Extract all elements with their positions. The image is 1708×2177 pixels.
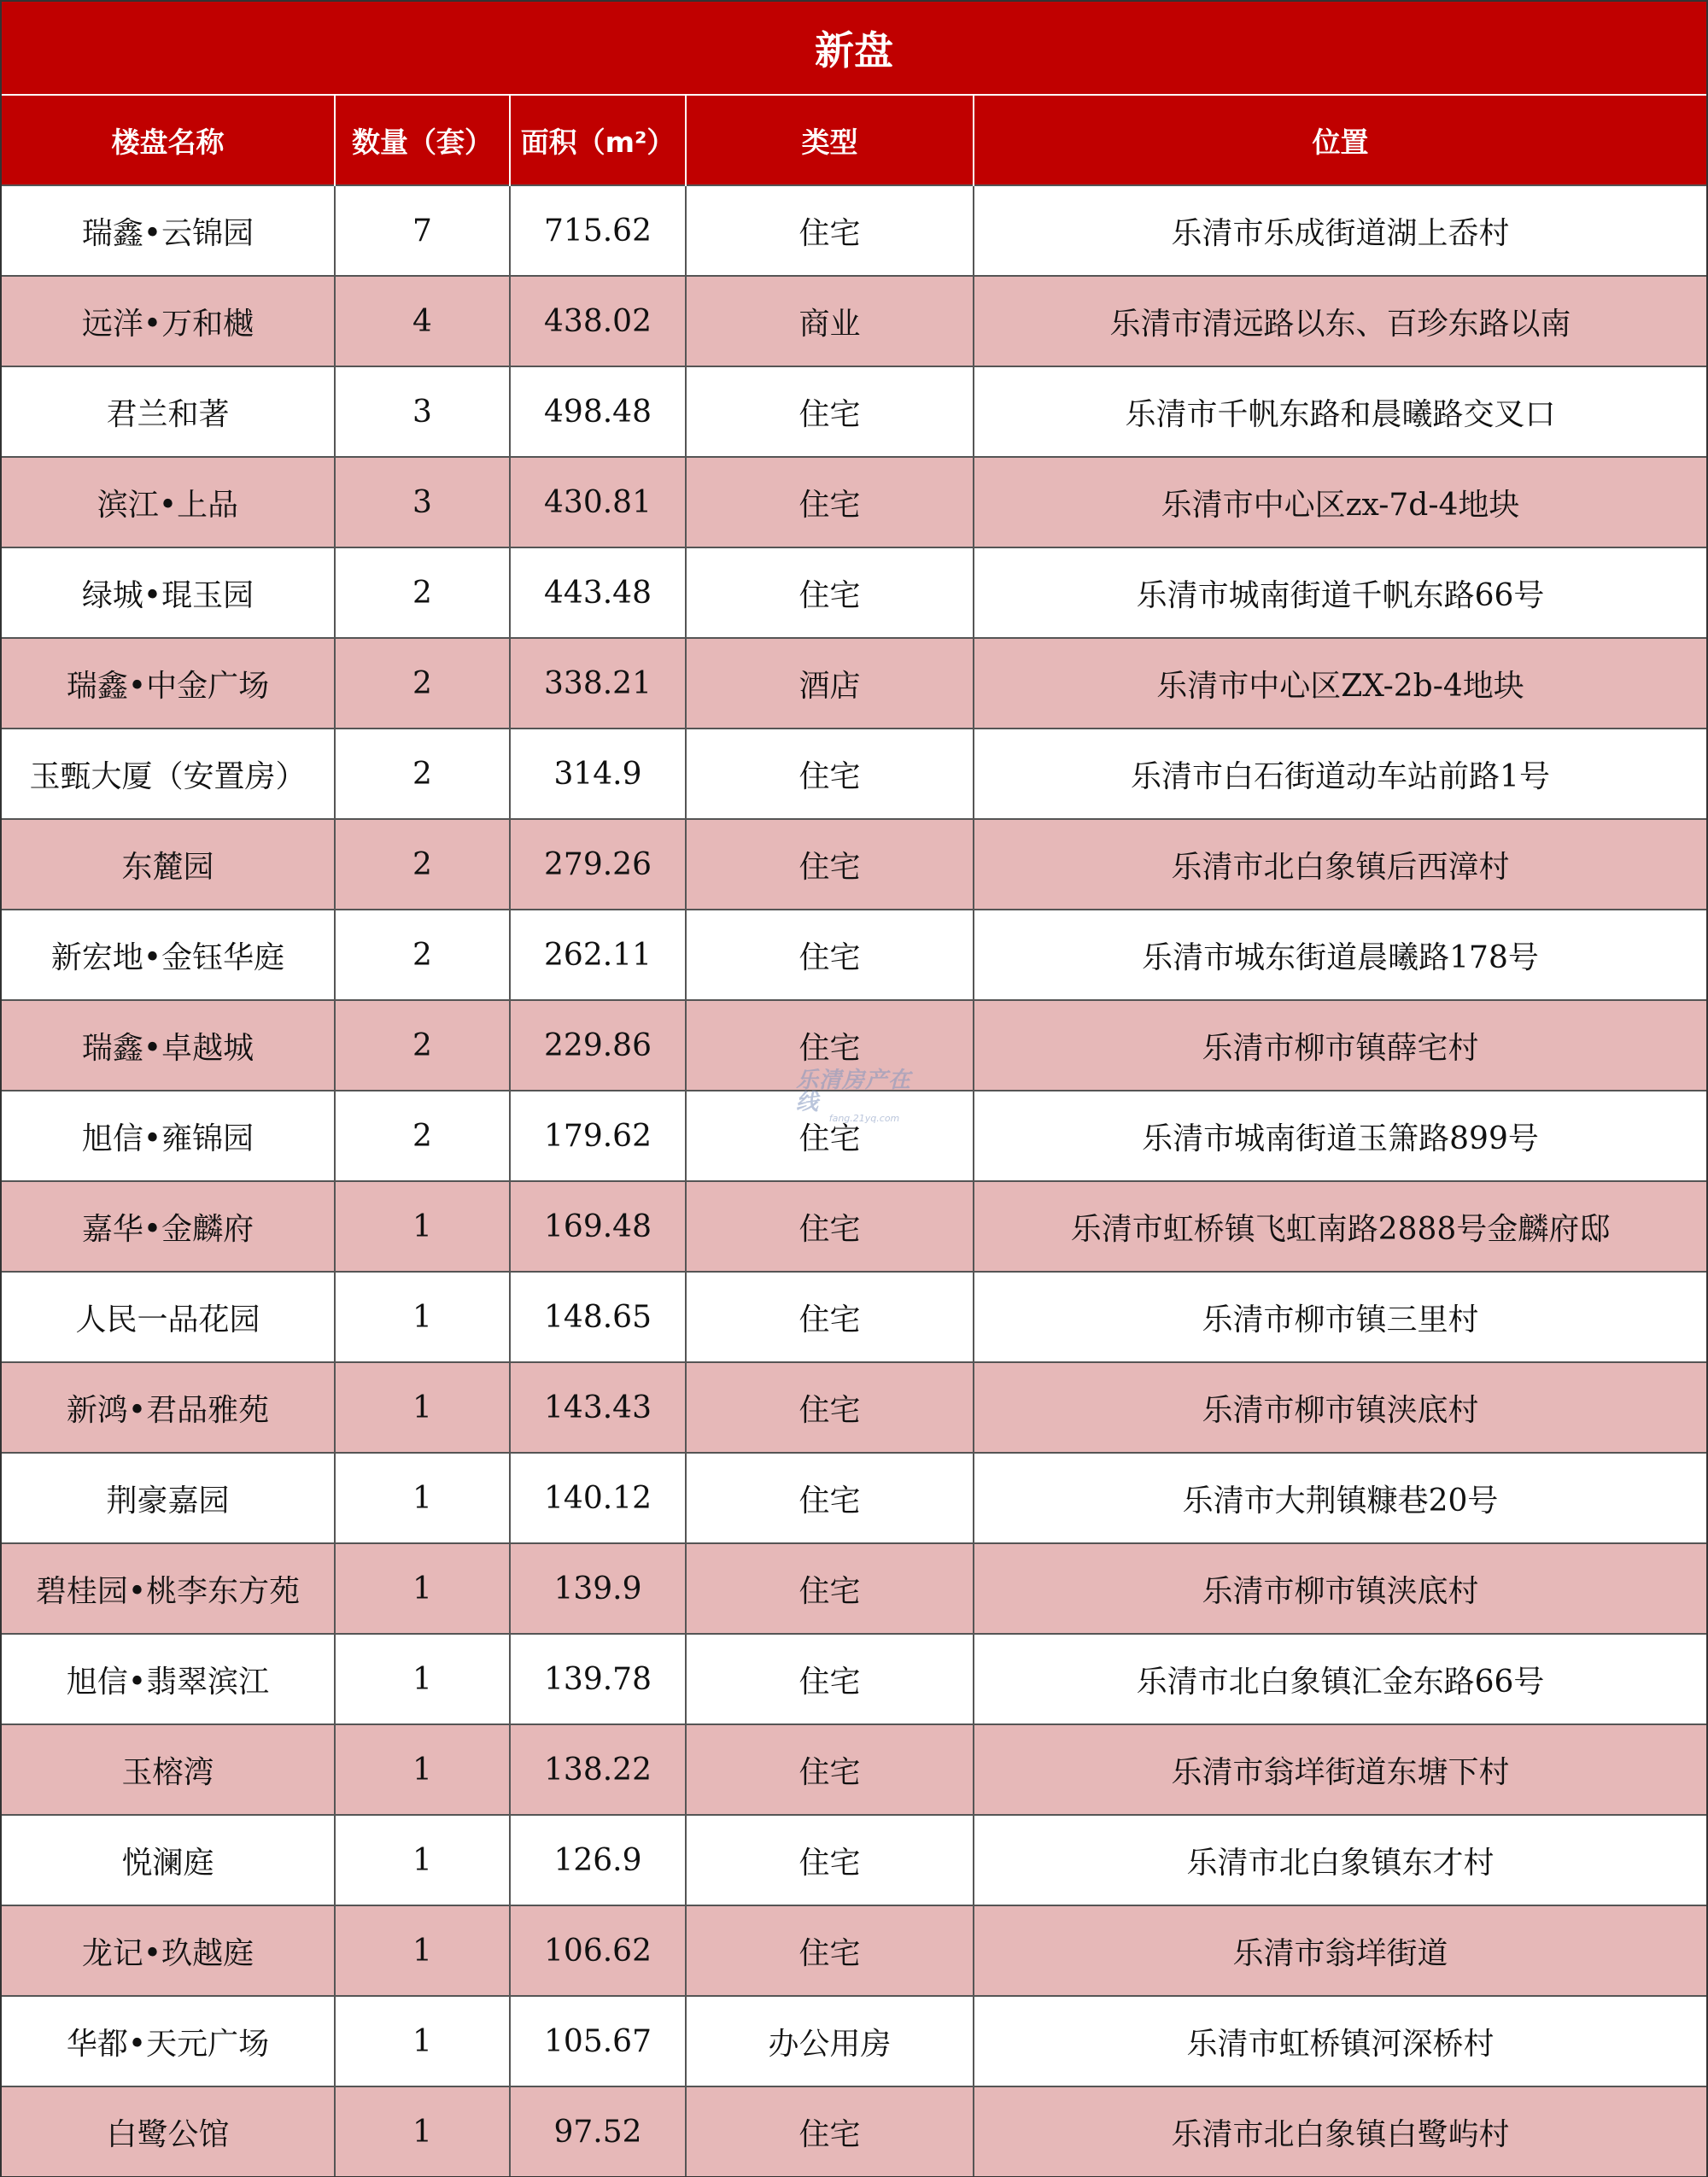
cell-name: 龙记•玖越庭 <box>2 1905 335 1996</box>
cell-name: 远洋•万和樾 <box>2 276 335 366</box>
cell-location: 乐清市城南街道千帆东路66号 <box>974 547 1706 638</box>
column-header-area: 面积（m²） <box>510 96 686 185</box>
cell-type: 商业 <box>686 276 974 366</box>
cell-count: 7 <box>335 185 510 276</box>
cell-type: 住宅 <box>686 1905 974 1996</box>
cell-area: 498.48 <box>510 366 686 457</box>
cell-name: 嘉华•金麟府 <box>2 1181 335 1272</box>
cell-count: 1 <box>335 1362 510 1453</box>
cell-area: 443.48 <box>510 547 686 638</box>
table-row <box>2 1181 1706 1272</box>
cell-name: 君兰和著 <box>2 366 335 457</box>
cell-type: 住宅 <box>686 2086 974 2176</box>
cell-area: 438.02 <box>510 276 686 366</box>
cell-name: 玉甄大厦（安置房） <box>2 729 335 819</box>
cell-type: 住宅 <box>686 1815 974 1905</box>
cell-name: 瑞鑫•中金广场 <box>2 638 335 729</box>
cell-type: 住宅 <box>686 910 974 1000</box>
cell-type: 住宅 <box>686 1362 974 1453</box>
cell-location: 乐清市中心区zx-7d-4地块 <box>974 457 1706 547</box>
cell-name: 碧桂园•桃李东方苑 <box>2 1543 335 1634</box>
table-row <box>2 1362 1706 1453</box>
table-row <box>2 2086 1706 2176</box>
table-row <box>2 1000 1706 1091</box>
cell-type: 住宅 <box>686 547 974 638</box>
header-row <box>2 96 1706 185</box>
cell-type: 住宅 <box>686 1724 974 1815</box>
watermark-sub-text: fang.21yq.com <box>828 1113 900 1124</box>
table-row <box>2 638 1706 729</box>
table-title: 新盘 <box>2 2 1706 96</box>
cell-name: 荆豪嘉园 <box>2 1453 335 1543</box>
cell-area: 229.86 <box>510 1000 686 1091</box>
table-row <box>2 457 1706 547</box>
cell-name: 绿城•琨玉园 <box>2 547 335 638</box>
table-row <box>2 1996 1706 2086</box>
table-row <box>2 1815 1706 1905</box>
cell-type: 住宅 <box>686 1000 974 1091</box>
table-row <box>2 1543 1706 1634</box>
cell-count: 2 <box>335 638 510 729</box>
cell-area: 314.9 <box>510 729 686 819</box>
cell-count: 2 <box>335 1091 510 1181</box>
cell-area: 139.9 <box>510 1543 686 1634</box>
cell-count: 1 <box>335 1996 510 2086</box>
cell-count: 1 <box>335 1815 510 1905</box>
cell-area: 106.62 <box>510 1905 686 1996</box>
cell-area: 179.62 <box>510 1091 686 1181</box>
cell-count: 3 <box>335 457 510 547</box>
cell-area: 143.43 <box>510 1362 686 1453</box>
cell-location: 乐清市清远路以东、百珍东路以南 <box>974 276 1706 366</box>
cell-location: 乐清市柳市镇浃底村 <box>974 1362 1706 1453</box>
cell-name: 滨江•上品 <box>2 457 335 547</box>
cell-count: 3 <box>335 366 510 457</box>
table-row <box>2 1724 1706 1815</box>
cell-area: 169.48 <box>510 1181 686 1272</box>
cell-count: 1 <box>335 2086 510 2176</box>
cell-count: 2 <box>335 729 510 819</box>
cell-name: 旭信•雍锦园 <box>2 1091 335 1181</box>
cell-name: 旭信•翡翠滨江 <box>2 1634 335 1724</box>
cell-count: 4 <box>335 276 510 366</box>
cell-location: 乐清市北白象镇汇金东路66号 <box>974 1634 1706 1724</box>
cell-type: 住宅 <box>686 457 974 547</box>
column-header-type: 类型 <box>686 96 974 185</box>
cell-area: 126.9 <box>510 1815 686 1905</box>
cell-type: 住宅 <box>686 185 974 276</box>
cell-type: 酒店 <box>686 638 974 729</box>
cell-area: 148.65 <box>510 1272 686 1362</box>
cell-count: 2 <box>335 819 510 910</box>
cell-count: 1 <box>335 1453 510 1543</box>
cell-name: 悦澜庭 <box>2 1815 335 1905</box>
cell-location: 乐清市城南街道玉箫路899号 <box>974 1091 1706 1181</box>
cell-area: 430.81 <box>510 457 686 547</box>
watermark-main-text: 乐清房产在线 <box>796 1068 912 1115</box>
cell-type: 住宅 <box>686 1543 974 1634</box>
cell-name: 白鹭公馆 <box>2 2086 335 2176</box>
table-row <box>2 819 1706 910</box>
cell-type: 住宅 <box>686 819 974 910</box>
cell-name: 新宏地•金钰华庭 <box>2 910 335 1000</box>
table-row <box>2 1091 1706 1181</box>
cell-location: 乐清市柳市镇浃底村 <box>974 1543 1706 1634</box>
cell-name: 瑞鑫•云锦园 <box>2 185 335 276</box>
cell-area: 338.21 <box>510 638 686 729</box>
cell-location: 乐清市千帆东路和晨曦路交叉口 <box>974 366 1706 457</box>
cell-area: 140.12 <box>510 1453 686 1543</box>
cell-location: 乐清市中心区ZX-2b-4地块 <box>974 638 1706 729</box>
cell-count: 2 <box>335 547 510 638</box>
cell-location: 乐清市北白象镇后西漳村 <box>974 819 1706 910</box>
cell-count: 1 <box>335 1724 510 1815</box>
cell-area: 138.22 <box>510 1724 686 1815</box>
cell-name: 人民一品花园 <box>2 1272 335 1362</box>
cell-type: 办公用房 <box>686 1996 974 2086</box>
cell-name: 东麓园 <box>2 819 335 910</box>
cell-area: 279.26 <box>510 819 686 910</box>
table-row <box>2 547 1706 638</box>
column-header-name: 楼盘名称 <box>2 96 335 185</box>
cell-count: 1 <box>335 1634 510 1724</box>
cell-type: 住宅 <box>686 1181 974 1272</box>
table-row <box>2 1453 1706 1543</box>
cell-area: 97.52 <box>510 2086 686 2176</box>
cell-count: 1 <box>335 1272 510 1362</box>
cell-area: 262.11 <box>510 910 686 1000</box>
cell-count: 1 <box>335 1181 510 1272</box>
cell-name: 瑞鑫•卓越城 <box>2 1000 335 1091</box>
cell-type: 住宅 <box>686 1453 974 1543</box>
cell-location: 乐清市大荆镇糠巷20号 <box>974 1453 1706 1543</box>
cell-location: 乐清市翁垟街道 <box>974 1905 1706 1996</box>
cell-area: 715.62 <box>510 185 686 276</box>
cell-name: 新鸿•君品雅苑 <box>2 1362 335 1453</box>
table-row <box>2 910 1706 1000</box>
cell-location: 乐清市柳市镇薛宅村 <box>974 1000 1706 1091</box>
table-row <box>2 1272 1706 1362</box>
cell-location: 乐清市翁垟街道东塘下村 <box>974 1724 1706 1815</box>
cell-area: 105.67 <box>510 1996 686 2086</box>
cell-area: 139.78 <box>510 1634 686 1724</box>
cell-name: 玉榕湾 <box>2 1724 335 1815</box>
cell-type: 住宅 <box>686 1272 974 1362</box>
table-row <box>2 1905 1706 1996</box>
cell-type: 住宅 <box>686 729 974 819</box>
column-header-count: 数量（套） <box>335 96 510 185</box>
cell-location: 乐清市城东街道晨曦路178号 <box>974 910 1706 1000</box>
cell-location: 乐清市虹桥镇飞虹南路2888号金麟府邸 <box>974 1181 1706 1272</box>
listings-table <box>2 96 1706 2176</box>
cell-type: 住宅 <box>686 1091 974 1181</box>
table-row <box>2 185 1706 276</box>
table-row <box>2 276 1706 366</box>
cell-location: 乐清市北白象镇白鹭屿村 <box>974 2086 1706 2176</box>
cell-location: 乐清市白石街道动车站前路1号 <box>974 729 1706 819</box>
cell-location: 乐清市柳市镇三里村 <box>974 1272 1706 1362</box>
cell-location: 乐清市北白象镇东才村 <box>974 1815 1706 1905</box>
table-row <box>2 729 1706 819</box>
cell-location: 乐清市虹桥镇河深桥村 <box>974 1996 1706 2086</box>
column-header-location: 位置 <box>974 96 1706 185</box>
cell-count: 1 <box>335 1543 510 1634</box>
cell-name: 华都•天元广场 <box>2 1996 335 2086</box>
cell-location: 乐清市乐成街道湖上岙村 <box>974 185 1706 276</box>
cell-count: 1 <box>335 1905 510 1996</box>
cell-type: 住宅 <box>686 1634 974 1724</box>
cell-count: 2 <box>335 910 510 1000</box>
table-row <box>2 1634 1706 1724</box>
cell-type: 住宅 <box>686 366 974 457</box>
table-body <box>2 185 1706 2176</box>
cell-count: 2 <box>335 1000 510 1091</box>
table-row <box>2 366 1706 457</box>
